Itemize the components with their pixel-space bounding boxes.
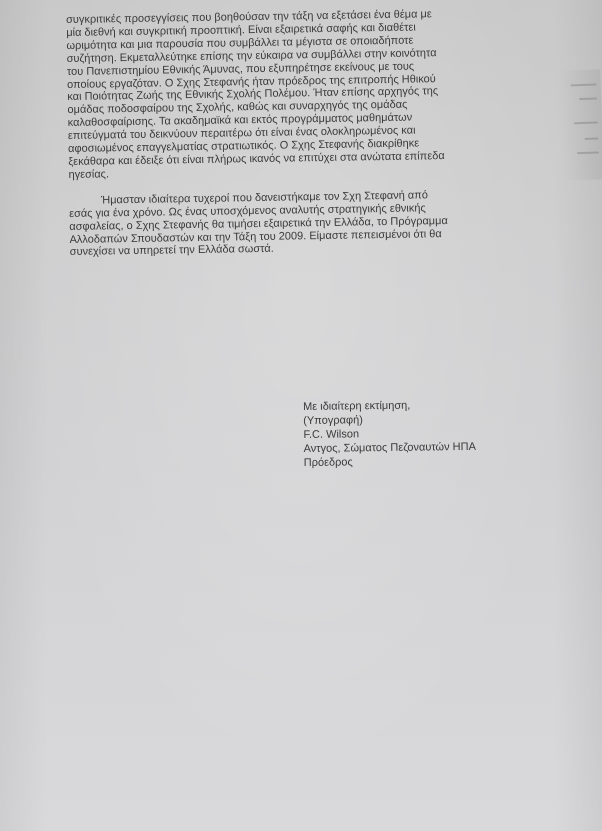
bleed-through-text [560, 69, 602, 180]
text-line: Αλλοδαπών Σπουδαστών και την Τάξη του 2009. Είμαστε πεπεισμένοι ότι θα [69, 227, 442, 246]
text-line: ασφαλείας, ο Σχης Στεφανής θα τιμήσει εξαιρετικά την Ελλάδα, το Πρόγραμμα [69, 214, 448, 233]
text-line: συζήτηση. Εκμεταλλεύτηκε επίσης την εύκαιρα να συμβάλλει στην κοινότητα [66, 46, 437, 65]
signature-block [303, 398, 476, 470]
signer-role: Πρόεδρος [303, 456, 353, 469]
text-line: συνεχίσει να υπηρετεί την Ελλάδα σωστά. [69, 243, 274, 259]
closing-text: Με ιδιαίτερη εκτίμηση, [303, 399, 411, 413]
text-line: εσάς για ένα χρόνο. Ως ένας υποσχόμενος αναλυτής στρατηγικής εθνικής [69, 202, 426, 220]
text-line: του Πανεπιστημίου Εθνικής Άμυνας, που εξυπηρέτησε εκείνους με τους [66, 60, 415, 78]
text-line: ηγεσίας. [68, 168, 110, 181]
text-line: Ήμασταν ιδιαίτερα τυχεροί που δανειστήκαμε τον Σχη Στεφανή από [100, 189, 429, 207]
text-line: ξεκάθαρα και έδειξε ότι είναι πλήρως ικανός να επιτύχει στα ανώτατα επίπεδα [68, 150, 445, 168]
text-line: συγκριτικές προσεγγίσεις που βοηθούσαν την τάξη να εξετάσει ένα θέμα με [66, 8, 432, 26]
paragraph-1 [66, 7, 529, 182]
text-line: μία διεθνή και συγκριτική προοπτική. Είναι εξαιρετικά σαφής και διαθέτει [66, 21, 416, 39]
bleed-line [579, 97, 597, 100]
bleed-line [574, 121, 598, 124]
bleed-line [584, 137, 598, 139]
signer-name: F.C. Wilson [303, 428, 360, 441]
signature-note: (Υπογραφή) [303, 414, 363, 427]
letter-body [66, 7, 530, 260]
text-line: ωριμότητα και μια παρουσία που συμβάλλει τα μέγιστα σε οποιαδήποτε [66, 34, 414, 52]
text-line: ομάδας ποδοσφαίρου της Σχολής, καθώς και συναρχηγός της ομάδας [67, 98, 408, 117]
bleed-line [571, 83, 597, 86]
text-line: και Ποιότητας Ζωής της Εθνικής Σχολής Πολέμου. Ήταν επίσης αρχηγός της [67, 85, 439, 104]
text-line: οποίους εργαζόταν. Ο Σχης Στεφανής ήταν πρόεδρος της επιτροπής Ηθικού [67, 72, 436, 91]
bleed-line [577, 151, 599, 154]
text-line: αφοσιωμένος επαγγελματίας στρατιωτικός. Ο Σχης Στεφανής διακρίθηκε [68, 137, 420, 156]
text-line: επιτεύγματά του δεικνύουν περαιτέρω ότι είναι ένας ολοκληρωμένος και [67, 124, 416, 143]
text-line: καλαθοσφαίρισης. Τα ακαδημαϊκά και εκτός προγράμματος μαθημάτων [67, 111, 413, 130]
signer-rank: Αντγος, Σώματος Πεζοναυτών ΗΠΑ [303, 440, 476, 455]
paragraph-2 [69, 188, 530, 260]
